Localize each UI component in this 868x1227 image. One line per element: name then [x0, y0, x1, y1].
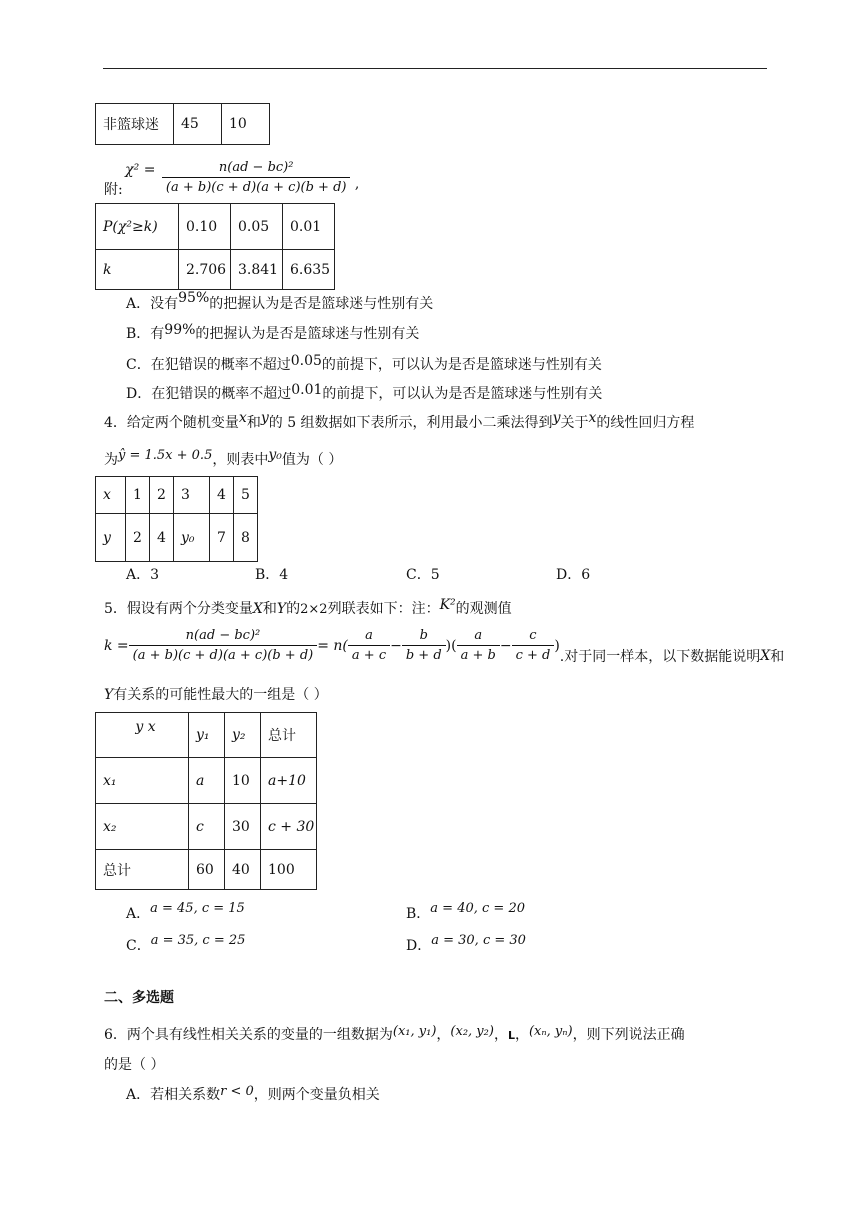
- q3-option-b[interactable]: [126, 323, 419, 343]
- option-label: C．: [126, 938, 151, 954]
- option-text: C．在犯错误的概率不超过: [126, 357, 291, 373]
- stem-text: ，则表中: [212, 452, 269, 468]
- q4-stem-line1: [104, 412, 694, 432]
- formula-fraction: [457, 628, 500, 663]
- formula-fraction: [512, 628, 555, 663]
- table-cell: 100: [261, 850, 317, 890]
- fraction-denominator: c + d: [512, 645, 555, 663]
- fraction-numerator: a: [365, 628, 373, 643]
- appendix-label: 附:: [104, 181, 123, 198]
- table-cell: x₂: [96, 804, 189, 850]
- formula-fraction: [348, 628, 390, 663]
- comma: ,: [354, 175, 360, 192]
- stem-text: 列联表如下：注：: [327, 601, 440, 617]
- table-cell: a: [189, 758, 225, 804]
- q5-formula: [104, 628, 784, 663]
- stem-text: .对于同一样本，以下数据能说明: [559, 648, 761, 665]
- appendix-formula: [104, 148, 360, 198]
- q5-stem-line3: [104, 684, 328, 704]
- table-cell: y: [96, 514, 126, 562]
- q4-option-a[interactable]: A．3: [126, 567, 160, 583]
- q5-option-d[interactable]: [406, 929, 526, 954]
- math-var: K²: [439, 597, 456, 613]
- table-cell: 6.635: [283, 250, 335, 290]
- table-cell: a+10: [261, 758, 317, 804]
- stem-text: ，: [514, 1027, 529, 1043]
- q5-option-a[interactable]: [126, 897, 245, 922]
- option-value: 0.05: [290, 353, 322, 369]
- formula-fraction: [129, 628, 318, 663]
- fraction-denominator: (a + b)(c + d)(a + c)(b + d): [162, 177, 351, 195]
- table-cell: y₀: [174, 514, 210, 562]
- header-rule: [103, 68, 767, 69]
- option-text: A．没有: [126, 296, 179, 312]
- table-cell: c + 30: [261, 804, 317, 850]
- table-cell: 0.01: [283, 204, 335, 250]
- option-text: 的把握认为是否是篮球迷与性别有关: [195, 326, 420, 342]
- option-text: D．在犯错误的概率不超过: [126, 386, 292, 402]
- table-cell: x: [96, 477, 126, 514]
- math-var: X: [252, 601, 263, 617]
- stem-text: 5．假设有两个分类变量: [104, 601, 253, 617]
- math-var: y: [552, 410, 561, 426]
- table-cell: 45: [174, 104, 222, 145]
- option-value: 95%: [178, 290, 210, 306]
- table-cell: 4: [210, 477, 234, 514]
- stem-text: 的观测值: [455, 601, 512, 617]
- table-cell: y₁: [189, 713, 225, 758]
- q5-contingency-table: [95, 712, 317, 890]
- option-value: 99%: [164, 322, 196, 338]
- stem-text: 的线性回归方程: [596, 415, 695, 431]
- table-cell: 7: [210, 514, 234, 562]
- math-var: 2×2: [300, 602, 328, 617]
- option-value: a = 45, c = 15: [150, 901, 245, 916]
- formula-part: k =: [104, 637, 129, 654]
- critical-value-table: [95, 203, 335, 290]
- stem-text: 和: [246, 415, 261, 431]
- fraction-numerator: n(ad − bc)²: [218, 160, 294, 175]
- stem-text: 有关系的可能性最大的一组是（ ）: [113, 687, 328, 703]
- option-text: 的前提下，可以认为是否是篮球迷与性别有关: [322, 386, 603, 402]
- math-var: Y: [104, 687, 114, 703]
- formula-fraction: [402, 628, 446, 663]
- stem-text: ，: [436, 1027, 451, 1043]
- table-cell: 2: [150, 477, 174, 514]
- table-cell: 8: [234, 514, 258, 562]
- fan-table: [95, 103, 270, 145]
- formula-part: = n(: [317, 637, 348, 654]
- option-value: r < 0: [220, 1084, 254, 1099]
- option-text: 的把握认为是否是篮球迷与性别有关: [209, 296, 434, 312]
- table-cell: 4: [150, 514, 174, 562]
- table-cell: 1: [126, 477, 150, 514]
- q5-option-b[interactable]: [406, 897, 525, 922]
- option-text: A．若相关系数: [126, 1087, 221, 1103]
- table-cell: 总计: [261, 713, 317, 758]
- q5-stem-line1: [104, 598, 512, 618]
- math-point: (x₁, y₁): [392, 1024, 437, 1039]
- table-cell: y₂: [225, 713, 261, 758]
- formula-part: −: [390, 637, 402, 654]
- chi-square-fraction: [162, 160, 351, 195]
- table-cell: 10: [222, 104, 270, 145]
- q4-option-b[interactable]: B．4: [255, 567, 289, 583]
- option-text: 的前提下，可以认为是否是篮球迷与性别有关: [321, 357, 602, 373]
- table-cell: 3: [174, 477, 210, 514]
- math-var: X: [760, 647, 771, 664]
- q3-option-c[interactable]: [126, 354, 602, 374]
- stem-text: 关于: [560, 415, 589, 431]
- fraction-numerator: a: [474, 628, 483, 643]
- q6-stem-line2: 的是（ ）: [104, 1057, 165, 1073]
- math-point: (x₂, y₂): [450, 1024, 494, 1039]
- table-cell: P(χ²≥k): [96, 204, 179, 250]
- formula-part: ): [554, 637, 560, 654]
- option-value: a = 30, c = 30: [431, 933, 526, 948]
- q3-option-a[interactable]: [126, 290, 434, 313]
- stem-text: ，则下列说法正确: [572, 1027, 685, 1043]
- q6-stem-line1: [104, 1024, 685, 1044]
- stem-text: 值为（ ）: [281, 452, 343, 468]
- option-label: A．: [126, 906, 151, 922]
- table-cell: 0.05: [231, 204, 283, 250]
- table-cell: 40: [225, 850, 261, 890]
- stem-text: ，: [493, 1027, 508, 1043]
- fraction-numerator: c: [529, 628, 537, 643]
- option-label: B．: [406, 906, 431, 922]
- ellipsis-glyph: L: [507, 1029, 515, 1042]
- formula-part: )(: [445, 637, 457, 654]
- fraction-denominator: a + c: [348, 645, 390, 663]
- option-value: a = 35, c = 25: [150, 933, 246, 948]
- fraction-numerator: n(ad − bc)²: [185, 628, 261, 643]
- chi-square-lhs: χ² =: [125, 161, 156, 178]
- table-cell: 总计: [96, 850, 189, 890]
- table-cell: 5: [234, 477, 258, 514]
- math-var: y: [260, 410, 269, 426]
- stem-text: 的: [286, 601, 301, 617]
- q4-option-d[interactable]: D．6: [556, 567, 591, 583]
- stem-text: 为: [104, 452, 118, 468]
- table-cell: 10: [225, 758, 261, 804]
- math-point: (xₙ, yₙ): [528, 1024, 573, 1039]
- option-value: a = 40, c = 20: [430, 901, 525, 916]
- stem-text: 6．两个具有线性相关关系的变量的一组数据为: [104, 1027, 393, 1043]
- q4-option-c[interactable]: C．5: [406, 567, 440, 583]
- option-text: ，则两个变量负相关: [253, 1087, 380, 1103]
- option-text: B．有: [126, 326, 165, 342]
- table-cell: 30: [225, 804, 261, 850]
- table-cell: 60: [189, 850, 225, 890]
- stem-text: 的 5 组数据如下表所示，利用最小二乘法得到: [268, 415, 553, 431]
- math-var: x: [588, 410, 597, 426]
- stem-text: 4．给定两个随机变量: [104, 415, 239, 431]
- table-cell: 2.706: [179, 250, 231, 290]
- regression-equation: ŷ = 1.5x + 0.5: [118, 448, 213, 463]
- table-cell: 0.10: [179, 204, 231, 250]
- table-cell: 2: [126, 514, 150, 562]
- table-cell: 非篮球迷: [96, 104, 174, 145]
- stem-text: 和: [262, 601, 277, 617]
- formula-part: −: [499, 637, 512, 654]
- fraction-denominator: b + d: [402, 645, 446, 663]
- fraction-denominator: (a + b)(c + d)(a + c)(b + d): [129, 645, 318, 663]
- math-var: x: [238, 410, 247, 426]
- option-label: D．: [406, 938, 432, 954]
- section-title: 二、多选题: [104, 990, 174, 1006]
- stem-text: 和: [770, 648, 785, 665]
- fraction-denominator: a + b: [457, 645, 500, 663]
- table-cell: 3.841: [231, 250, 283, 290]
- q5-option-c[interactable]: [126, 929, 246, 954]
- table-cell: c: [189, 804, 225, 850]
- table-cell: y x: [96, 713, 189, 758]
- option-value: 0.01: [291, 382, 323, 398]
- table-cell: k: [96, 250, 179, 290]
- math-var: Y: [276, 601, 287, 617]
- q4-data-table: [95, 476, 258, 562]
- q3-option-d[interactable]: [126, 383, 602, 403]
- q4-stem-line2: [104, 449, 342, 469]
- fraction-numerator: b: [419, 628, 428, 643]
- math-var: y₀: [268, 447, 282, 463]
- q6-option-a[interactable]: [126, 1084, 380, 1104]
- table-cell: x₁: [96, 758, 189, 804]
